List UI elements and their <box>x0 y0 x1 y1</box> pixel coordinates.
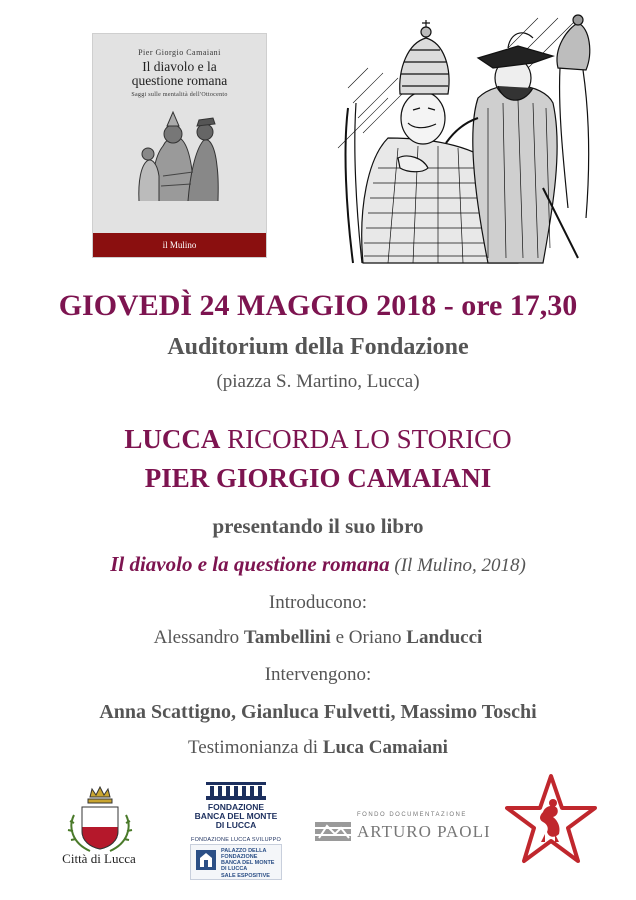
palazzo-line2: FONDAZIONE <box>221 854 258 860</box>
palazzo-line3: BANCA DEL MONTE <box>221 860 275 866</box>
cover-publisher: il Mulino <box>162 240 197 250</box>
cover-title-line1: Il diavolo e la <box>142 59 217 74</box>
book-line <box>0 552 636 577</box>
fondazione-line2: BANCA DEL MONTE <box>194 811 278 821</box>
speakers-heading: Intervengono: <box>264 664 372 685</box>
cover-title-line2: questione romana <box>131 73 228 88</box>
testimony-name: Luca Camaiani <box>322 737 448 758</box>
arturo-paoli-logo <box>315 812 491 848</box>
speaker2-last: Landucci <box>406 627 483 648</box>
book-title: Il diavolo e la questione romana <box>110 552 390 576</box>
presenting-text: presentando il suo libro <box>212 514 424 538</box>
headline-name: PIER GIORGIO CAMAIANI <box>144 463 492 493</box>
speaker1-last: Tambellini <box>243 627 331 648</box>
lucca-sviluppo-label: FONDAZIONE LUCCA SVILUPPO <box>191 837 281 843</box>
testimony-label: Testimonianza di <box>188 737 323 758</box>
fondazione-line1: FONDAZIONE <box>207 802 265 812</box>
headline-line1 <box>0 424 636 455</box>
cover-author: Pier Giorgio Camaiani <box>138 48 221 57</box>
arturo-paoli-mark-icon <box>315 820 351 842</box>
event-date: GIOVEDÌ 24 MAGGIO 2018 - ore 17,30 <box>58 289 578 322</box>
cover-illustration <box>133 106 225 204</box>
headline-rest: RICORDA LO STORICO <box>220 424 512 454</box>
palazzo-label <box>221 848 274 872</box>
fondazione-name <box>190 803 282 830</box>
red-star-logo <box>505 772 597 866</box>
palazzo-icon <box>195 849 217 871</box>
fondazione-banca-del-monte-logo <box>190 780 282 880</box>
speakers-conjunction: e <box>330 627 349 648</box>
speaker2-first: Oriano <box>348 627 407 648</box>
intro-speakers <box>0 627 636 649</box>
book-publisher: (Il Mulino, 2018) <box>389 555 526 576</box>
intro-heading: Introducono: <box>268 592 368 613</box>
arturo-paoli-name: ARTURO PAOLI <box>357 822 491 841</box>
cover-subtitle: Saggi sulle mentalità dell'Ottocento <box>131 92 228 98</box>
sale-espositive-label: SALE ESPOSITIVE <box>221 873 270 879</box>
palazzo-line4: DI LUCCA <box>221 866 248 872</box>
fondazione-line3: DI LUCCA <box>215 820 257 830</box>
pope-engraving-illustration <box>328 8 598 270</box>
book-cover <box>92 33 267 258</box>
speakers-names: Anna Scattigno, Gianluca Fulvetti, Massimo Toschi <box>99 701 537 723</box>
palazzo-line1: PALAZZO DELLA <box>221 848 267 854</box>
event-address: (piazza S. Martino, Lucca) <box>216 371 420 392</box>
palazzo-box <box>190 844 282 880</box>
event-venue: Auditorium della Fondazione <box>167 334 469 360</box>
cover-title <box>93 60 266 88</box>
testimony-line <box>0 737 636 759</box>
fondazione-building-icon <box>204 780 268 802</box>
speaker1-first: Alessandro <box>153 627 244 648</box>
headline-city: LUCCA <box>124 424 221 454</box>
arturo-paoli-subtitle: FONDO DOCUMENTAZIONE <box>357 812 467 818</box>
city-of-lucca-label: Città di Lucca <box>62 851 136 866</box>
